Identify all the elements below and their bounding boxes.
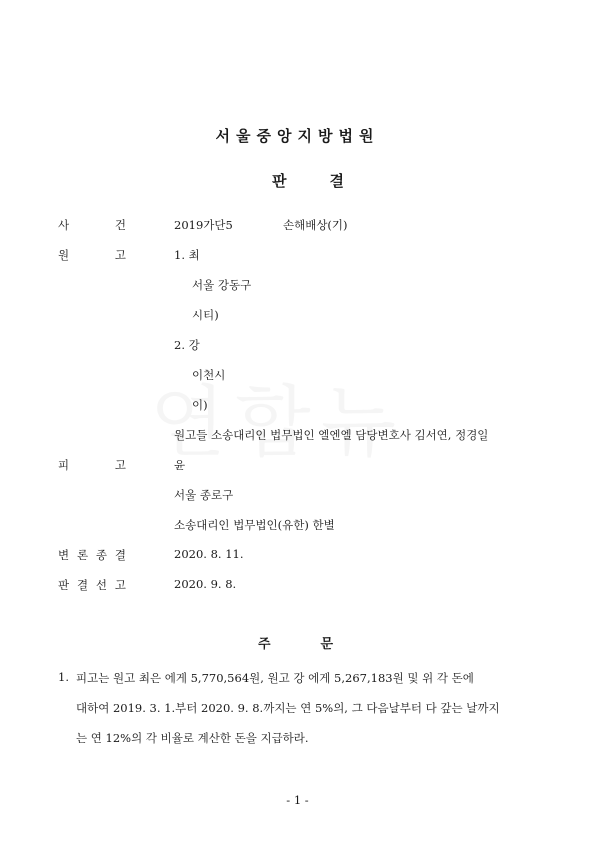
document-title [272,170,344,191]
hearing-end-label [58,547,126,563]
plaintiff-label [58,247,126,263]
verdict-date-label-char: 선 [95,578,108,592]
order-item-line: 대하여 2019. 3. 1.부터 2020. 9. 8.까지는 연 5%의, 그 다음날부터 다 갚는 날까지 [76,701,500,715]
court-name: 서울중앙지방법원 [215,127,380,145]
order-item-line: 피고는 원고 최은 에게 5,770,564원, 원고 강 에게 5,267,183원 및 위 각 돈에 [76,671,474,685]
case-label-char: 건 [114,218,126,232]
hearing-end-label-char: 결 [114,548,126,562]
plaintiff-label-char: 고 [114,248,126,262]
order-title-char: 문 [320,637,333,652]
defendant-counsel: 소송대리인 법무법인(유한) 한별 [174,518,335,532]
order-item-number: 1. [58,670,69,684]
verdict-date-label-char: 결 [76,578,89,592]
verdict-date-label-char: 판 [58,578,70,592]
order-title-char: 주 [258,637,271,652]
case-label-char: 사 [58,218,70,232]
defendant-address: 서울 종로구 [174,488,234,502]
plaintiff-1-address-cont: 시티) [192,308,219,322]
order-title [258,633,333,652]
verdict-date: 2020. 9. 8. [174,577,237,591]
plaintiff-1-address: 서울 강동구 [192,278,252,292]
defendant-label-char: 피 [58,458,70,472]
verdict-date-label [58,577,126,593]
verdict-date-label-char: 고 [114,578,126,592]
plaintiff-counsel: 원고들 소송대리인 법무법인 엘엔엘 담당변호사 김서연, 정경일 [174,428,489,442]
document-title-char: 판 [272,172,287,190]
case-number: 2019가단5 [174,218,233,232]
document-title-char: 결 [329,172,344,190]
order-item-line: 는 연 12%의 각 비율로 계산한 돈을 지급하라. [76,731,309,745]
defendant-label-char: 고 [114,458,126,472]
plaintiff-label-char: 원 [58,248,70,262]
hearing-end-label-char: 론 [76,548,89,562]
hearing-end-label-char: 변 [58,548,70,562]
plaintiff-2-address-cont: 이) [192,398,208,412]
defendant-name: 윤 [174,458,186,472]
plaintiff-2-address: 이천시 [192,368,226,382]
defendant-label [58,457,126,473]
case-label [58,217,126,233]
hearing-end-date: 2020. 8. 11. [174,547,244,561]
page-number: - 1 - [286,793,309,807]
plaintiff-1-name: 1. 최 [174,248,200,262]
hearing-end-label-char: 종 [95,548,108,562]
case-name: 손해배상(기) [283,218,348,232]
plaintiff-2-name: 2. 강 [174,338,200,352]
